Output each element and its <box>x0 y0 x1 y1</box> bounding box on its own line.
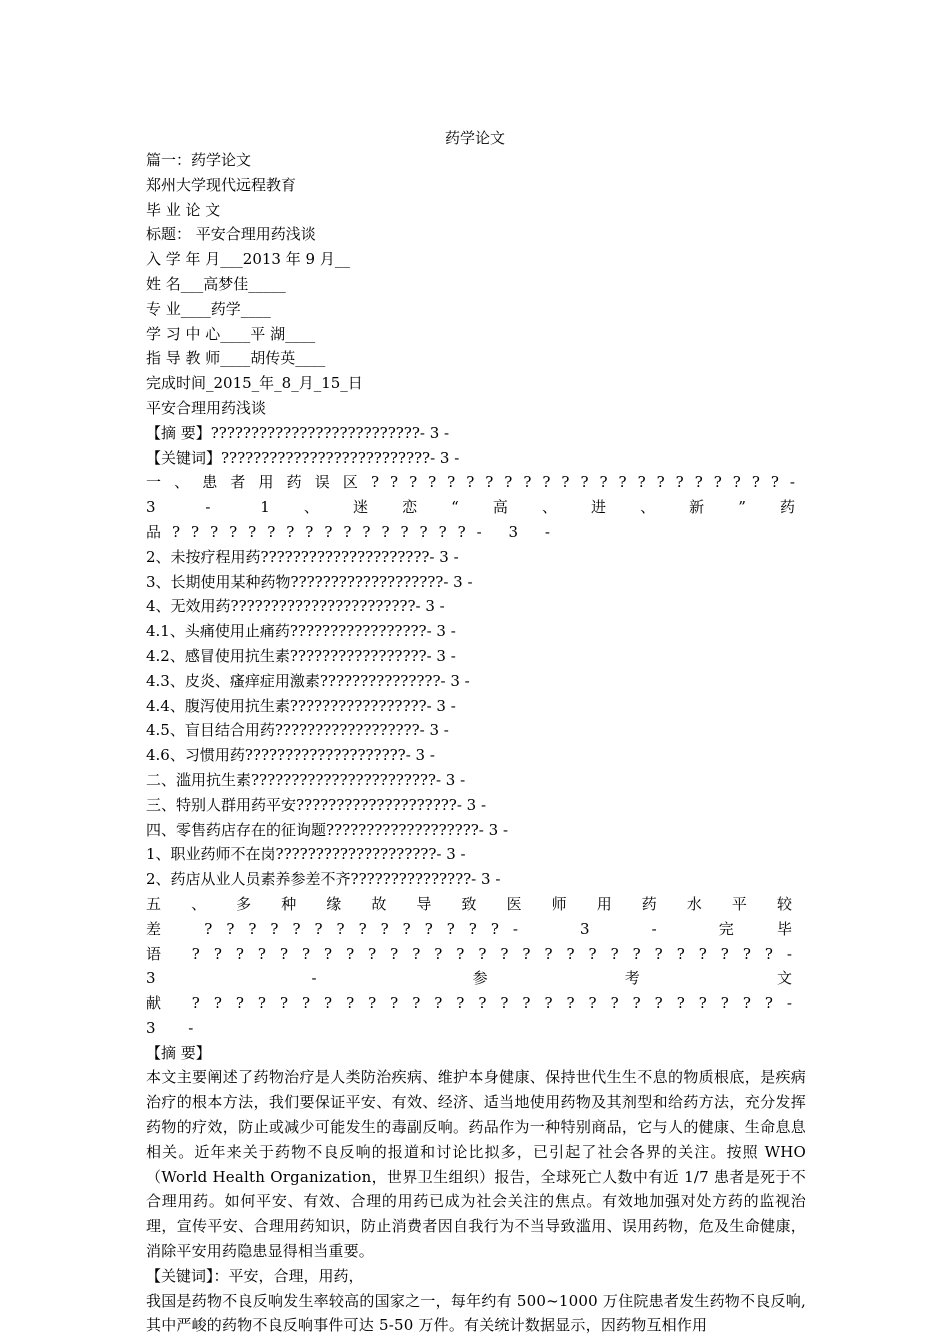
intro-paragraph: 我国是药物不良反响发生率较高的国家之一，每年约有 500~1000 万住院患者发生药物不良反响,其中严峻的药物不良反响事件可达 5-50 万件。有关统计数据显示，因药物互相作用 <box>146 1291 806 1335</box>
cover-line: 毕 业 论 文 <box>146 200 221 219</box>
document-body <box>146 148 806 1338</box>
cover-line: 篇一：药学论文 <box>146 151 252 169</box>
toc-entry: 4.5、盲目结合用药??????????????????- 3 - <box>146 721 449 740</box>
toc-entry: 4、无效用药???????????????????????- 3 - <box>146 597 445 616</box>
toc-entry: 4.4、腹泻使用抗生素?????????????????- 3 - <box>146 696 456 715</box>
cover-line: 郑州大学现代远程教育 <box>146 175 297 194</box>
toc-entry: 4.1、头痛使用止痛药?????????????????- 3 - <box>146 622 456 641</box>
toc-entry: 【关键词】??????????????????????????- 3 - <box>146 448 460 467</box>
toc-entry: 1、职业药师不在岗????????????????????- 3 - <box>146 845 466 864</box>
cover-line: 完成时间_2015_年_8_月_15_日 <box>146 374 363 393</box>
toc-entry: 3、长期使用某种药物???????????????????- 3 - <box>146 572 473 591</box>
keywords-line: 【关键词】：平安，合理，用药， <box>146 1266 364 1285</box>
cover-line: 标题： 平安合理用药浅谈 <box>146 225 316 244</box>
abstract-paragraph: 本文主要阐述了药物治疗是人类防治疾病、维护本身健康、保持世代生生不息的物质根底，是疾病治疗的根本方法，我们要保证平安、有效、经济、适当地使用药物及其剂型和给药方法，充分发挥药物的疗效，防止或减少可能发生的毒副反响。药品作为一种特别商品，它与人的健康、生命息息相关。近年来关于药物不良反响的报道和讨论比拟多，已引起了社会各界的关注。按照 WHO（World Health Organization，世界卫生组织）报告，全球死亡人数中有近 1/7 患者是死于不合理用药。如何平安、有效、合理的用药已成为社会关注的焦点。有效地加强对处方药的监视治理，宣传平安、合理用药知识，防止消费者因自我行为不当导致滥用、误用药物，危及生命健康，消除平安用药隐患显得相当重要。 <box>146 1068 806 1261</box>
toc-entry: 2、药店从业人员素养参差不齐???????????????- 3 - <box>146 870 501 889</box>
toc-entry: 4.6、习惯用药????????????????????- 3 - <box>146 746 435 765</box>
toc-entry: 一、患者用药误区??????????????????????- 3 - 1、迷恋“高、进、新”药品????????????????- 3 - <box>146 473 806 541</box>
toc-entry: 五、多种缘故导致医师用药水平较差??????????????- 3 - 完毕语???????????????????????????- 3 - 参考文献???????????????????????????- 3 - <box>146 894 806 1037</box>
cover-line: 专 业____药学____ <box>146 299 271 318</box>
toc-entry: 二、滥用抗生素???????????????????????- 3 - <box>146 770 466 789</box>
toc-entry: 4.3、皮炎、瘙痒症用激素???????????????- 3 - <box>146 671 470 690</box>
toc-entry: 【摘 要】??????????????????????????- 3 - <box>146 423 450 442</box>
document-title: 药学论文 <box>444 129 505 147</box>
cover-line: 指 导 教 师____胡传英____ <box>146 349 326 368</box>
paper-subtitle: 平安合理用药浅谈 <box>146 398 267 417</box>
toc-entry: 四、零售药店存在的征询题???????????????????- 3 - <box>146 820 509 839</box>
abstract-heading: 【摘 要】 <box>146 1043 211 1062</box>
cover-line: 学 习 中 心____平 湖____ <box>146 324 316 343</box>
cover-line: 入 学 年 月___2013 年 9 月__ <box>146 250 350 269</box>
toc-entry: 2、未按疗程用药?????????????????????- 3 - <box>146 547 459 566</box>
toc-entry: 4.2、感冒使用抗生素?????????????????- 3 - <box>146 646 456 665</box>
toc-entry: 三、特别人群用药平安????????????????????- 3 - <box>146 795 487 814</box>
cover-line: 姓 名___高梦佳_____ <box>146 274 286 293</box>
